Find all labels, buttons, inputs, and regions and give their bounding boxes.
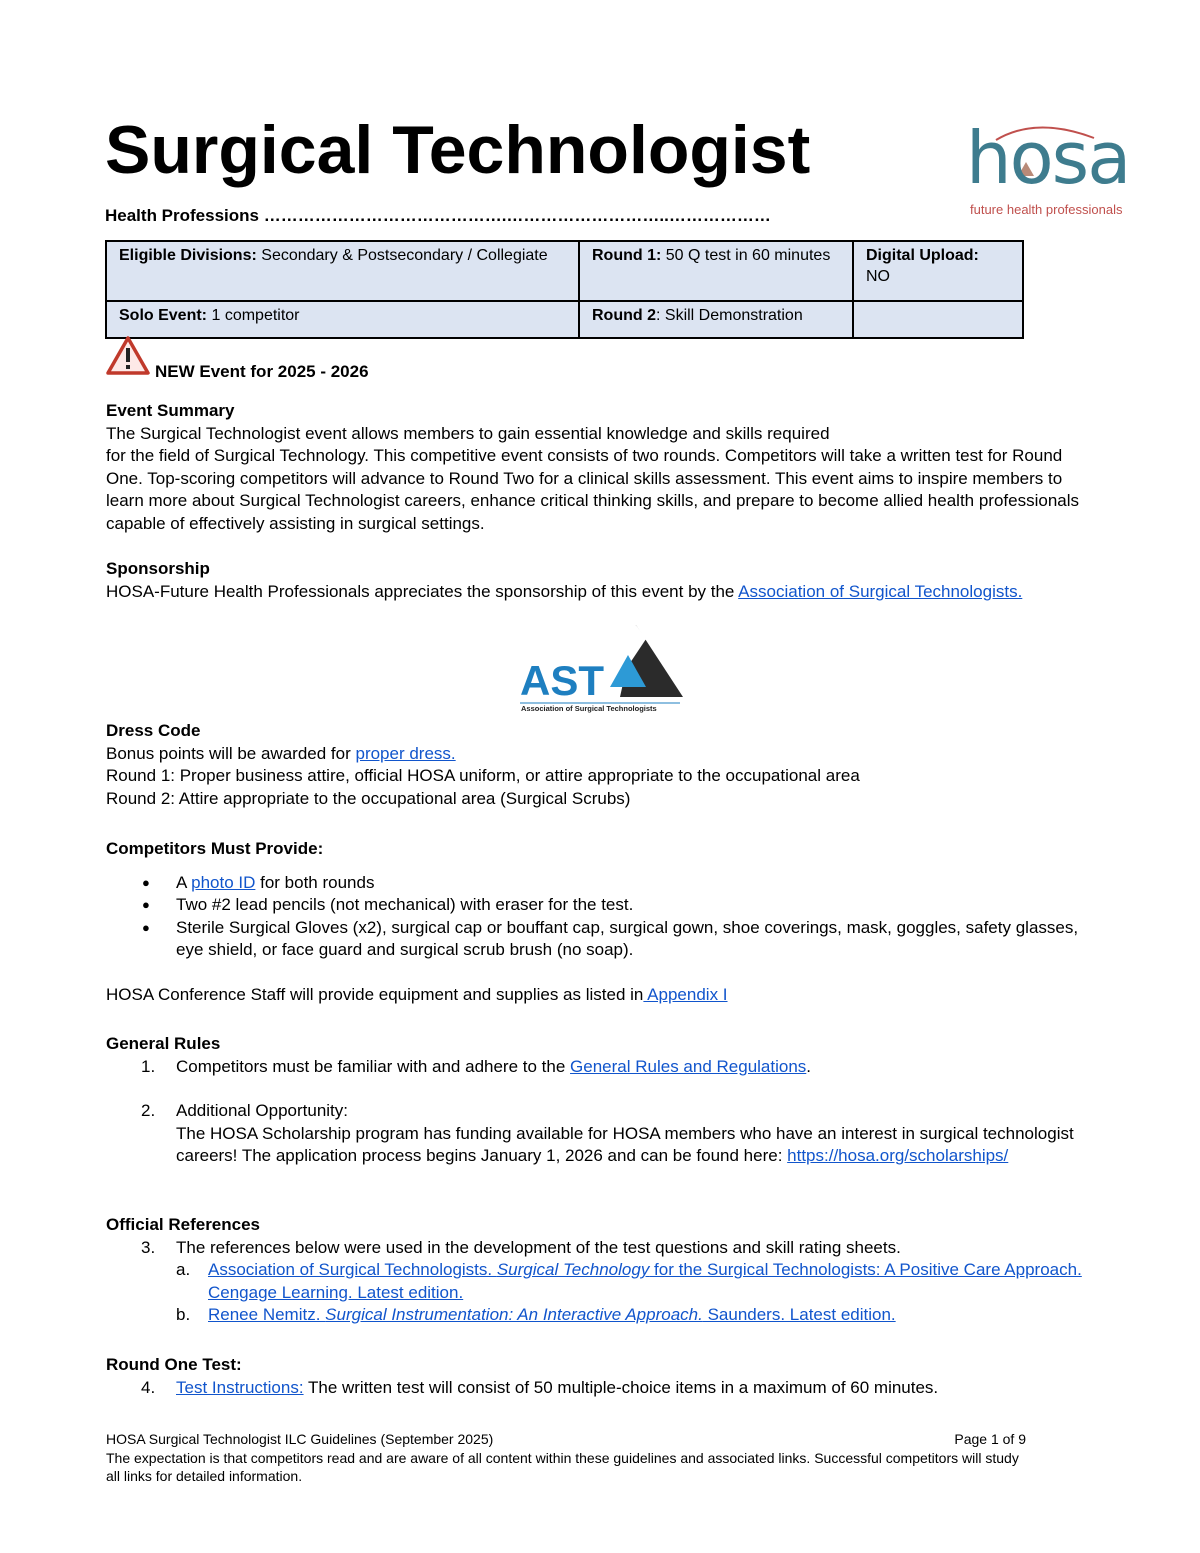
- round2-cell: Round 2: Skill Demonstration: [579, 301, 853, 338]
- references-heading: Official References: [106, 1215, 261, 1234]
- list-item: ● Two #2 lead pencils (not mechanical) with eraser for the test.: [106, 894, 1096, 917]
- sponsorship-heading: Sponsorship: [106, 559, 210, 578]
- list-item: ● A photo ID for both rounds: [106, 872, 1096, 895]
- hosa-wordmark: hosa: [966, 116, 1130, 200]
- staff-note: HOSA Conference Staff will provide equipment and supplies as listed in Appendix I: [106, 985, 728, 1004]
- hosa-logo: [966, 116, 1130, 222]
- list-item: 1. Competitors must be familiar with and adhere to the General Rules and Regulations.: [141, 1056, 812, 1076]
- general-rules-link[interactable]: General Rules and Regulations: [570, 1056, 807, 1076]
- provide-list: [106, 872, 1096, 962]
- dress-round1: Round 1: Proper business attire, official HOSA uniform, or attire appropriate to the occupational area: [106, 766, 860, 785]
- event-summary: [106, 400, 1096, 535]
- warning-icon: [106, 336, 150, 376]
- round-one-section: [106, 1354, 1096, 1399]
- round-one-list: [106, 1377, 1096, 1400]
- provide-section: [106, 838, 1096, 962]
- photo-id-link[interactable]: photo ID: [191, 872, 256, 892]
- event-info-table: [105, 240, 1024, 339]
- footer-note: The expectation is that competitors read and are aware of all content within these guidelines and associated links. Successful competitors will study all links for detailed information.: [106, 1449, 1019, 1484]
- round-one-heading: Round One Test:: [106, 1355, 242, 1374]
- sponsorship-section: [106, 558, 1096, 603]
- eligible-divisions-cell: Eligible Divisions: Secondary & Postsecondary / Collegiate: [106, 241, 579, 301]
- empty-cell: [853, 301, 1023, 338]
- list-item: 2. Additional Opportunity: The HOSA Scholarship program has funding available for HOSA members who have an interest in surgical technologist careers! The application process begins January 1, 2026 and can be found here: https://hosa.org/scholarships/: [141, 1101, 1074, 1165]
- list-item: 4. Test Instructions: The written test will consist of 50 multiple-choice items in a maximum of 60 minutes.: [141, 1377, 939, 1397]
- round1-cell: Round 1: 50 Q test in 60 minutes: [579, 241, 853, 301]
- ast-link[interactable]: Association of Surgical Technologists.: [738, 581, 1023, 601]
- dress-round2: Round 2: Attire appropriate to the occupational area (Surgical Scrubs): [106, 788, 631, 808]
- digital-upload-cell: Digital Upload: NO: [853, 241, 1023, 301]
- general-rules-section: [106, 1033, 1096, 1168]
- event-summary-line1: The Surgical Technologist event allows members to gain essential knowledge and skills required: [106, 423, 830, 443]
- event-summary-text: for the field of Surgical Technology. This competitive event consists of two rounds. Competitors will take a written test for Round One. Top-scoring competitors will advance to Round Two for a clinical skills assessment. This event aims to inspire members to learn more about Surgical Technologist careers, enhance critical thinking skills, and prepare to become allied health professionals capable of effectively assisting in surgical settings.: [106, 446, 1080, 533]
- footer-doc-title: HOSA Surgical Technologist ILC Guidelines (September 2025): [106, 1431, 494, 1447]
- career-cluster: Health Professions …………………………………….………………………..………………: [105, 206, 771, 225]
- ast-logo: [518, 625, 683, 713]
- solo-event-cell: Solo Event: 1 competitor: [106, 301, 579, 338]
- test-instructions-link[interactable]: Test Instructions:: [176, 1377, 304, 1397]
- proper-dress-link[interactable]: proper dress.: [355, 743, 456, 763]
- appendix-link[interactable]: Appendix I: [643, 985, 728, 1004]
- general-rules-list: [106, 1056, 1096, 1168]
- page-number: Page 1 of 9: [954, 1431, 1026, 1447]
- new-event-notice: NEW Event for 2025 - 2026: [155, 362, 369, 381]
- dress-code-section: [106, 720, 1096, 810]
- list-item: 3. The references below were used in the development of the test questions and skill rating sheets.: [141, 1237, 901, 1257]
- general-rules-heading: General Rules: [106, 1034, 221, 1053]
- hosa-tagline: future health professionals: [970, 202, 1123, 217]
- references-sublist: [106, 1259, 1096, 1327]
- ast-logo-graphic: [518, 625, 683, 713]
- page-title: Surgical Technologist: [105, 112, 811, 188]
- scholarships-link[interactable]: https://hosa.org/scholarships/: [787, 1146, 1009, 1165]
- event-summary-heading: Event Summary: [106, 401, 235, 420]
- dress-code-heading: Dress Code: [106, 721, 201, 740]
- references-section: [106, 1214, 1096, 1327]
- reference-item[interactable]: a. Association of Surgical Technologists. Surgical Technology for the Surgical Technologists: A Positive Care Approach. Cengage Learning. Latest edition.: [176, 1260, 1082, 1302]
- reference-item[interactable]: b. Renee Nemitz. Surgical Instrumentation: An Interactive Approach. Saunders. Latest edition.: [176, 1305, 896, 1324]
- provide-heading: Competitors Must Provide:: [106, 839, 324, 858]
- references-list: [106, 1237, 1096, 1260]
- page-footer: [106, 1430, 1026, 1486]
- list-item: ● Sterile Surgical Gloves (x2), surgical cap or bouffant cap, surgical gown, shoe coverings, mask, goggles, safety glasses, eye shield, or face guard and surgical scrub brush (no soap).: [106, 917, 1096, 962]
- dress-bonus: Bonus points will be awarded for proper dress.: [106, 743, 456, 763]
- ast-letters: AST: [520, 657, 604, 704]
- ast-caption: Association of Surgical Technologists: [521, 704, 657, 713]
- sponsorship-text: HOSA-Future Health Professionals appreciates the sponsorship of this event by the Association of Surgical Technologists.: [106, 581, 1023, 601]
